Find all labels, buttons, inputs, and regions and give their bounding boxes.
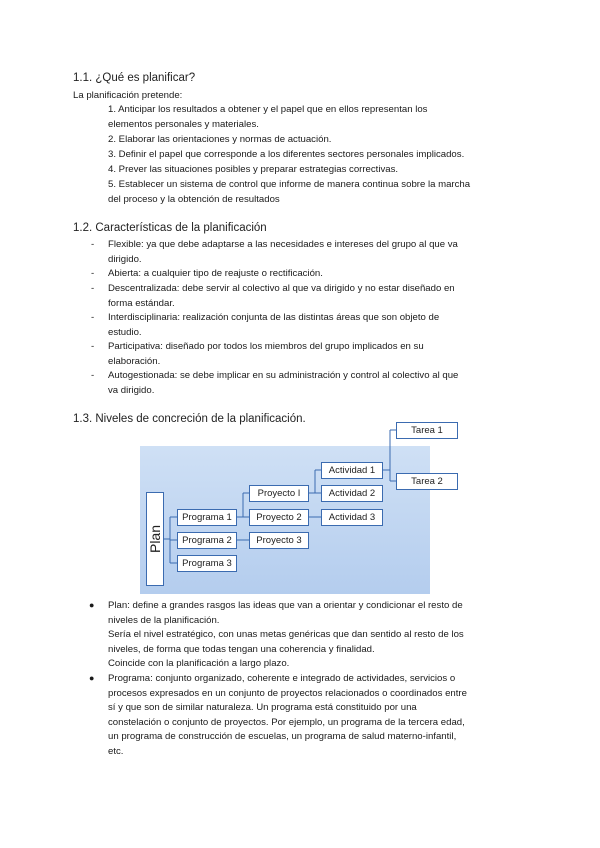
programa-description-line: procesos expresados en un conjunto de proyectos relacionados o coordinados entre	[108, 688, 467, 699]
programa-1-box: Programa 1	[177, 509, 237, 526]
objective-line: 1. Anticipar los resultados a obtener y el papel que en ellos representan los	[108, 104, 428, 115]
tarea-1-box: Tarea 1	[396, 422, 458, 439]
objective-line: elementos personales y materiales.	[108, 119, 259, 130]
characteristic-item: Autogestionada: se debe implicar en su administración y control al colectivo al que	[108, 370, 459, 381]
characteristic-item: Interdisciplinaria: realización conjunta de las distintas áreas que son objeto de	[108, 312, 440, 323]
characteristic-item: Abierta: a cualquier tipo de reajuste o rectificación.	[108, 268, 323, 279]
characteristic-item-cont: estudio.	[108, 327, 142, 338]
programa-description-line: etc.	[108, 746, 124, 757]
proyecto-2-box: Proyecto 2	[249, 509, 309, 526]
actividad-3-box: Actividad 3	[321, 509, 383, 526]
proyecto-3-box: Proyecto 3	[249, 532, 309, 549]
dash-marker: -	[91, 341, 95, 352]
objective-line: 3. Definir el papel que corresponde a los diferentes sectores personales implicados.	[108, 149, 465, 160]
characteristic-item: Flexible: ya que debe adaptarse a las necesidades e intereses del grupo al que va	[108, 239, 458, 250]
section-1-1-heading: 1.1. ¿Qué es planificar?	[73, 72, 196, 84]
dash-marker: -	[91, 239, 95, 250]
programa-description-line: constelación o conjunto de proyectos. Por ejemplo, un programa de la tercera edad,	[108, 717, 465, 728]
programa-description-line: Programa: conjunto organizado, coherente e integrado de actividades, servicios o	[108, 673, 456, 684]
programa-description-line: un programa de construcción de escuelas, un programa de salud materno-infantil,	[108, 731, 457, 742]
objective-line: 4. Prever las situaciones posibles y preparar estrategias correctivas.	[108, 164, 399, 175]
programa-3-box: Programa 3	[177, 555, 237, 572]
plan-description-line: niveles de la planificación.	[108, 615, 220, 626]
bullet-dot: ●	[89, 673, 95, 683]
characteristic-item-cont: va dirigido.	[108, 385, 155, 396]
plan-description-line: Plan: define a grandes rasgos las ideas que van a orientar y condicionar el resto de	[108, 600, 463, 611]
bullet-dot: ●	[89, 600, 95, 610]
characteristic-item: Descentralizada: debe servir al colectivo al que va dirigido y no estar diseñado en	[108, 283, 455, 294]
characteristic-item: Participativa: diseñado por todos los miembros del grupo implicados en su	[108, 341, 424, 352]
plan-description-line: Coincide con la planificación a largo plazo.	[108, 658, 290, 669]
characteristic-item-cont: forma estándar.	[108, 298, 175, 309]
section-1-1-intro: La planificación pretende:	[73, 90, 183, 101]
objective-line: 2. Elaborar las orientaciones y normas de actuación.	[108, 134, 332, 145]
actividad-2-box: Actividad 2	[321, 485, 383, 502]
dash-marker: -	[91, 312, 95, 323]
characteristic-item-cont: dirigido.	[108, 254, 142, 265]
objective-line: 5. Establecer un sistema de control que informe de manera continua sobre la marcha	[108, 179, 471, 190]
dash-marker: -	[91, 370, 95, 381]
plan-box	[146, 492, 164, 586]
dash-marker: -	[91, 283, 95, 294]
dash-marker: -	[91, 268, 95, 279]
tarea-2-box: Tarea 2	[396, 473, 458, 490]
programa-description-line: sí y que son de similar naturaleza. Un programa está constituido por una	[108, 702, 417, 713]
section-1-2-heading: 1.2. Características de la planificación	[73, 222, 267, 234]
objective-line: del proceso y la obtención de resultados	[108, 194, 280, 205]
programa-2-box: Programa 2	[177, 532, 237, 549]
plan-description-line: niveles, de forma que todas tengan una coherencia y finalidad.	[108, 644, 375, 655]
proyecto-1-box: Proyecto I	[249, 485, 309, 502]
actividad-1-box: Actividad 1	[321, 462, 383, 479]
section-1-3-heading: 1.3. Niveles de concreción de la planificación.	[73, 413, 306, 425]
characteristic-item-cont: elaboración.	[108, 356, 161, 367]
plan-description-line: Sería el nivel estratégico, con unas metas genéricas que dan sentido al resto de los	[108, 629, 464, 640]
plan-label: Plan	[147, 524, 163, 554]
